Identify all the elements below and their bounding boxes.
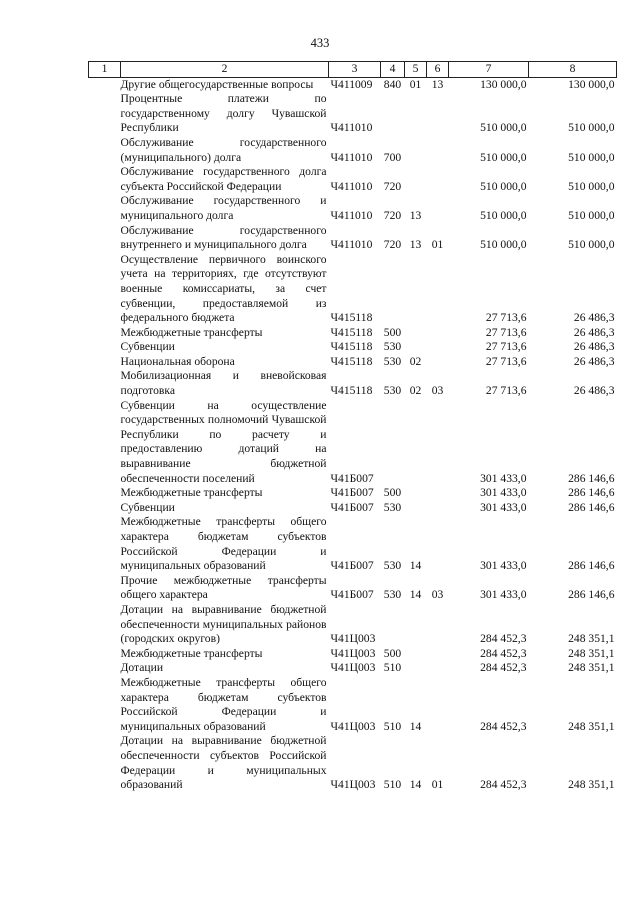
table-row: [89, 165, 617, 194]
section-code: [405, 326, 427, 341]
amount-col-8: 510 000,0: [568, 208, 615, 222]
table-row: [89, 676, 617, 734]
subsection-code: [427, 326, 449, 341]
section-code: [405, 92, 427, 136]
target-code: Ч41Ц003: [330, 632, 376, 646]
column-header: 5: [405, 62, 427, 78]
column-header: 2: [121, 62, 329, 78]
table-row: [89, 77, 617, 92]
amount-col-7: 301 433,0: [480, 500, 527, 514]
table-row: [89, 486, 617, 501]
amount-col-7: 301 433,0: [480, 486, 527, 500]
page-number: 433: [310, 36, 330, 50]
amount-col-7: 510 000,0: [480, 179, 527, 193]
subsection-code: 03: [431, 588, 444, 602]
row-number-cell: [89, 676, 121, 734]
amount-col-8: 286 146,6: [568, 500, 615, 514]
table-row: [89, 734, 617, 792]
table-row: [89, 574, 617, 603]
target-code: Ч411010: [330, 121, 373, 135]
item-name: Субвенции: [120, 340, 175, 354]
target-code: Ч415118: [330, 340, 373, 354]
subsection-code: [427, 136, 449, 165]
section-code: [405, 647, 427, 662]
section-code: 02: [409, 384, 422, 398]
expense-type-code: 530: [383, 340, 402, 354]
expense-type-code: 530: [383, 559, 402, 573]
amount-col-7: 510 000,0: [480, 238, 527, 252]
table-row: [89, 194, 617, 223]
table-row: [89, 369, 617, 398]
expense-type-code: 500: [383, 325, 402, 339]
amount-col-8: 510 000,0: [568, 150, 615, 164]
amount-col-8: 248 351,1: [568, 646, 615, 660]
row-number-cell: [89, 194, 121, 223]
target-code: Ч411010: [330, 238, 373, 252]
amount-col-8: 286 146,6: [568, 588, 615, 602]
table-row: [89, 326, 617, 341]
amount-col-7: 301 433,0: [480, 588, 527, 602]
target-code: Ч415118: [330, 311, 373, 325]
table-row: [89, 661, 617, 676]
section-code: [405, 165, 427, 194]
subsection-code: [427, 603, 449, 647]
column-header: 1: [89, 62, 121, 78]
column-header: 6: [427, 62, 449, 78]
amount-col-7: 27 713,6: [485, 325, 527, 339]
expense-type-code: 530: [383, 588, 402, 602]
target-code: Ч411009: [330, 77, 373, 91]
table-row: [89, 224, 617, 253]
column-header: 4: [381, 62, 405, 78]
table-row: [89, 603, 617, 647]
subsection-code: [427, 253, 449, 326]
amount-col-8: 26 486,3: [573, 311, 615, 325]
target-code: Ч41Б007: [330, 588, 374, 602]
item-name: Межбюджетные трансферты: [120, 646, 263, 660]
table-row: [89, 647, 617, 662]
section-code: [405, 253, 427, 326]
item-name: Обслуживание государственного (муниципального) долга: [120, 135, 327, 164]
item-name: Дотации: [120, 661, 164, 675]
row-number-cell: [89, 369, 121, 398]
amount-col-8: 248 351,1: [568, 778, 615, 792]
item-name: Национальная оборона: [120, 354, 235, 368]
subsection-code: [427, 676, 449, 734]
table-header: [89, 62, 617, 78]
amount-col-8: 510 000,0: [568, 179, 615, 193]
row-number-cell: [89, 574, 121, 603]
item-name: Осуществление первичного воинского учета на территориях, где отсутствуют военные комиссариаты, за счет субвенции, предоставляемой из федерального бюджета: [120, 252, 327, 325]
amount-col-8: 248 351,1: [568, 719, 615, 733]
expense-type-code: [381, 399, 405, 487]
row-number-cell: [89, 136, 121, 165]
item-name: Обслуживание государственного долга субъекта Российской Федерации: [120, 165, 327, 193]
row-number-cell: [89, 355, 121, 370]
row-number-cell: [89, 661, 121, 676]
row-number-cell: [89, 253, 121, 326]
expense-type-code: 500: [383, 486, 402, 500]
amount-col-8: 286 146,6: [568, 471, 615, 485]
section-code: 14: [409, 588, 422, 602]
table-row: [89, 515, 617, 573]
subsection-code: [427, 355, 449, 370]
subsection-code: [427, 399, 449, 487]
column-header: 8: [529, 62, 617, 78]
item-name: Межбюджетные трансферты: [120, 486, 263, 500]
expense-type-code: 530: [383, 354, 402, 368]
subsection-code: [427, 501, 449, 516]
budget-table: [88, 61, 617, 793]
target-code: Ч41Б007: [330, 486, 374, 500]
amount-col-7: 27 713,6: [485, 354, 527, 368]
section-code: 13: [409, 238, 422, 252]
row-number-cell: [89, 603, 121, 647]
amount-col-7: 27 713,6: [485, 311, 527, 325]
target-code: Ч41Б007: [330, 559, 374, 573]
table-row: [89, 92, 617, 136]
amount-col-7: 284 452,3: [480, 646, 527, 660]
row-number-cell: [89, 399, 121, 487]
section-code: [405, 136, 427, 165]
target-code: Ч41Ц003: [330, 661, 376, 675]
expense-type-code: 500: [383, 646, 402, 660]
section-code: 14: [409, 719, 422, 733]
expense-type-code: 840: [383, 77, 402, 91]
table-row: [89, 340, 617, 355]
section-code: 01: [409, 77, 422, 91]
amount-col-8: 248 351,1: [568, 632, 615, 646]
item-name: Процентные платежи по государственному долгу Чувашской Республики: [120, 92, 327, 135]
expense-type-code: 720: [383, 208, 402, 222]
table-row: [89, 355, 617, 370]
row-number-cell: [89, 326, 121, 341]
target-code: Ч41Ц003: [330, 778, 376, 792]
row-number-cell: [89, 486, 121, 501]
amount-col-7: 510 000,0: [480, 150, 527, 164]
section-code: [405, 486, 427, 501]
target-code: Ч415118: [330, 354, 373, 368]
section-code: 14: [409, 559, 422, 573]
expense-type-code: 530: [383, 384, 402, 398]
section-code: [405, 399, 427, 487]
target-code: Ч411010: [330, 208, 373, 222]
row-number-cell: [89, 340, 121, 355]
target-code: Ч411010: [330, 179, 373, 193]
subsection-code: 13: [431, 77, 444, 91]
amount-col-8: 26 486,3: [573, 325, 615, 339]
amount-col-7: 130 000,0: [480, 77, 527, 91]
target-code: Ч41Б007: [330, 471, 374, 485]
amount-col-7: 284 452,3: [480, 661, 527, 675]
table-row: [89, 501, 617, 516]
table-body: [89, 77, 617, 793]
amount-col-8: 248 351,1: [568, 661, 615, 675]
subsection-code: 03: [431, 384, 444, 398]
subsection-code: [427, 647, 449, 662]
subsection-code: [427, 661, 449, 676]
amount-col-7: 27 713,6: [485, 384, 527, 398]
section-code: 13: [409, 208, 422, 222]
item-name: Обслуживание государственного внутреннего и муниципального долга: [120, 223, 327, 252]
expense-type-code: [381, 603, 405, 647]
item-name: Другие общегосударственные вопросы: [120, 77, 314, 91]
subsection-code: [427, 340, 449, 355]
row-number-cell: [89, 515, 121, 573]
amount-col-8: 26 486,3: [573, 384, 615, 398]
row-number-cell: [89, 734, 121, 792]
item-name: Обслуживание государственного и муниципального долга: [120, 194, 327, 222]
item-name: Субвенции: [120, 500, 175, 514]
section-code: 14: [409, 778, 422, 792]
row-number-cell: [89, 224, 121, 253]
subsection-code: [427, 92, 449, 136]
expense-type-code: [381, 253, 405, 326]
amount-col-7: 284 452,3: [480, 778, 527, 792]
target-code: Ч415118: [330, 325, 373, 339]
subsection-code: [427, 515, 449, 573]
amount-col-7: 301 433,0: [480, 471, 527, 485]
section-code: [405, 501, 427, 516]
subsection-code: [427, 194, 449, 223]
amount-col-8: 26 486,3: [573, 340, 615, 354]
amount-col-8: 130 000,0: [568, 77, 615, 91]
amount-col-7: 510 000,0: [480, 208, 527, 222]
section-code: [405, 603, 427, 647]
expense-type-code: 510: [383, 778, 402, 792]
amount-col-8: 286 146,6: [568, 486, 615, 500]
table-row: [89, 136, 617, 165]
item-name: Межбюджетные трансферты общего характера бюджетам субъектов Российской Федерации и муниципальных образований: [120, 515, 327, 573]
target-code: Ч41Б007: [330, 500, 374, 514]
amount-col-8: 510 000,0: [568, 238, 615, 252]
item-name: Дотации на выравнивание бюджетной обеспеченности субъектов Российской Федерации и муниципальных образований: [120, 734, 327, 792]
expense-type-code: 720: [383, 238, 402, 252]
table-row: [89, 399, 617, 487]
amount-col-8: 26 486,3: [573, 354, 615, 368]
row-number-cell: [89, 501, 121, 516]
item-name: Межбюджетные трансферты: [120, 325, 263, 339]
subsection-code: 01: [431, 238, 444, 252]
item-name: Мобилизационная и вневойсковая подготовка: [120, 369, 327, 398]
amount-col-8: 286 146,6: [568, 559, 615, 573]
item-name: Дотации на выравнивание бюджетной обеспеченности муниципальных районов (городских округов): [120, 602, 327, 646]
amount-col-7: 301 433,0: [480, 559, 527, 573]
section-code: [405, 340, 427, 355]
table-row: [89, 253, 617, 326]
amount-col-8: 510 000,0: [568, 121, 615, 135]
column-header: 3: [329, 62, 381, 78]
item-name: Прочие межбюджетные трансферты общего характера: [120, 573, 327, 602]
item-name: Субвенции на осуществление государственных полномочий Чувашской Республики по расчету и предоставлению дотаций на выравнивание бюджетной обеспеченности поселений: [120, 398, 327, 485]
amount-col-7: 284 452,3: [480, 632, 527, 646]
column-header: 7: [449, 62, 529, 78]
expense-type-code: 510: [383, 719, 402, 733]
subsection-code: [427, 486, 449, 501]
row-number-cell: [89, 165, 121, 194]
row-number-cell: [89, 92, 121, 136]
target-code: Ч411010: [330, 150, 373, 164]
target-code: Ч41Ц003: [330, 719, 376, 733]
section-code: 02: [409, 354, 422, 368]
amount-col-7: 510 000,0: [480, 121, 527, 135]
expense-type-code: 530: [383, 500, 402, 514]
row-number-cell: [89, 77, 121, 92]
expense-type-code: 700: [383, 150, 402, 164]
expense-type-code: [381, 92, 405, 136]
expense-type-code: 720: [383, 179, 402, 193]
target-code: Ч41Ц003: [330, 646, 376, 660]
target-code: Ч415118: [330, 384, 373, 398]
amount-col-7: 27 713,6: [485, 340, 527, 354]
section-code: [405, 661, 427, 676]
subsection-code: [427, 165, 449, 194]
amount-col-7: 284 452,3: [480, 719, 527, 733]
subsection-code: 01: [431, 778, 444, 792]
row-number-cell: [89, 647, 121, 662]
item-name: Межбюджетные трансферты общего характера бюджетам субъектов Российской Федерации и муниципальных образований: [120, 675, 327, 733]
expense-type-code: 510: [383, 661, 402, 675]
